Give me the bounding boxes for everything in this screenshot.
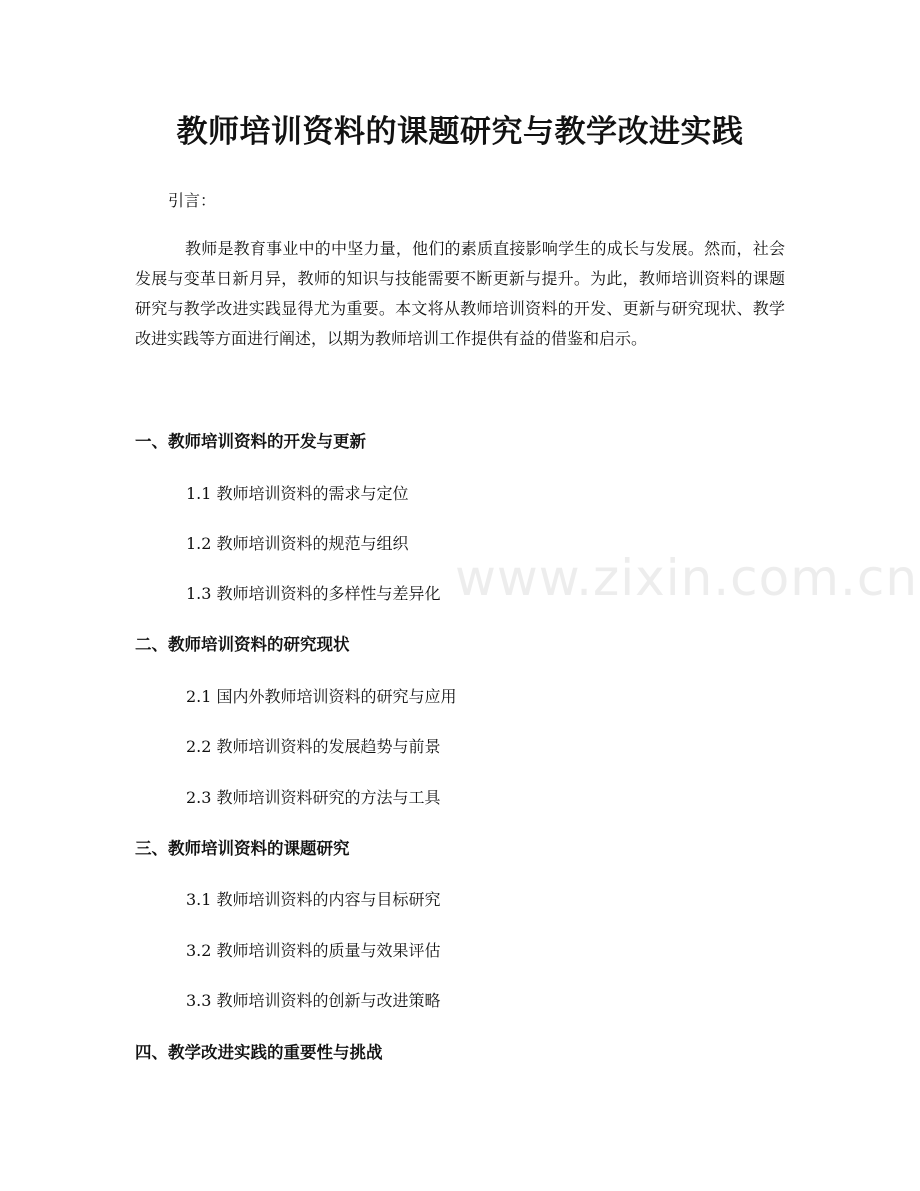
subsection-2-3: 2.3 教师培训资料研究的方法与工具: [186, 788, 441, 807]
intro-paragraph: 教师是教育事业中的中坚力量，他们的素质直接影响学生的成长与发展。然而，社会发展与变革日新月异，教师的知识与技能需要不断更新与提升。为此，教师培训资料的课题研究与教学改进实践显得尤为重要。本文将从教师培训资料的开发、更新与研究现状、教学改进实践等方面进行阐述，以期为教师培训工作提供有益的借鉴和启示。: [135, 239, 785, 348]
section-heading-2: 二、教师培训资料的研究现状: [135, 635, 350, 654]
watermark: www.zixin.com.cn: [455, 549, 919, 607]
section-heading-4: 四、教学改进实践的重要性与挑战: [135, 1043, 383, 1062]
subsection-3-1: 3.1 教师培训资料的内容与目标研究: [186, 890, 441, 909]
section-heading-1: 一、教师培训资料的开发与更新: [135, 432, 366, 451]
subsection-3-2: 3.2 教师培训资料的质量与效果评估: [186, 941, 441, 960]
subsection-2-2: 2.2 教师培训资料的发展趋势与前景: [186, 737, 441, 756]
subsection-1-2: 1.2 教师培训资料的规范与组织: [186, 534, 409, 553]
subsection-1-3: 1.3 教师培训资料的多样性与差异化: [186, 584, 441, 603]
section-heading-3: 三、教师培训资料的课题研究: [135, 839, 350, 858]
subsection-3-3: 3.3 教师培训资料的创新与改进策略: [186, 991, 441, 1010]
subsection-2-1: 2.1 国内外教师培训资料的研究与应用: [186, 687, 457, 706]
intro-label: 引言：: [168, 191, 217, 210]
document-title: 教师培训资料的课题研究与教学改进实践: [176, 114, 744, 150]
subsection-1-1: 1.1 教师培训资料的需求与定位: [186, 484, 409, 503]
